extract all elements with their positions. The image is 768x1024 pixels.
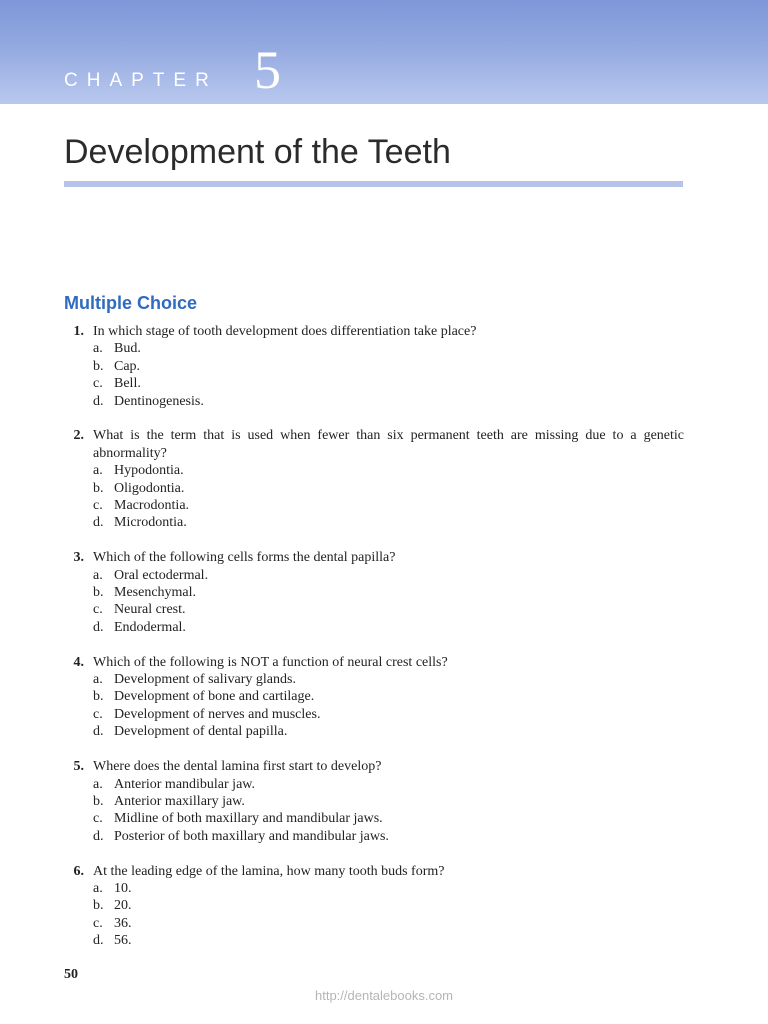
option-letter: d. (93, 515, 104, 531)
chapter-banner (0, 0, 768, 104)
option-letter: b. (93, 480, 104, 496)
answer-option (93, 497, 684, 514)
question-item (64, 323, 684, 410)
option-text: Bud. (114, 341, 141, 357)
question-item (64, 427, 684, 531)
question-text: In which stage of tooth development does differentiation take place? (93, 324, 477, 339)
option-letter: d. (93, 828, 104, 844)
answer-option (93, 514, 684, 531)
question-list (64, 323, 684, 967)
answer-option (93, 619, 684, 636)
option-letter: d. (93, 619, 104, 635)
option-letter: a. (93, 880, 103, 896)
answer-option (93, 358, 684, 375)
answer-option (93, 897, 684, 914)
question-text: Where does the dental lamina first start to develop? (93, 759, 382, 775)
option-text: Cap. (114, 358, 141, 374)
option-letter: a. (93, 341, 103, 357)
option-letter: c. (93, 706, 103, 722)
answer-option (93, 880, 684, 897)
option-text: Oligodontia. (114, 480, 185, 496)
question-text: Which of the following cells forms the dental papilla? (93, 550, 396, 566)
option-letter: a. (93, 776, 103, 792)
option-text: Macrodontia. (114, 498, 190, 514)
option-text: Development of nerves and muscles. (114, 706, 321, 722)
question-number: 1. (73, 324, 84, 339)
option-text: Anterior maxillary jaw. (114, 793, 245, 809)
answer-option (93, 480, 684, 497)
option-text: Posterior of both maxillary and mandibular jaws. (114, 828, 389, 844)
option-letter: a. (93, 672, 103, 688)
question-text: What is the term that is used when fewer than six permanent teeth are missing due to a genetic abnormality? (93, 428, 684, 461)
answer-option (93, 793, 684, 810)
option-text: Midline of both maxillary and mandibular jaws. (114, 811, 383, 827)
answer-option (93, 340, 684, 357)
question-number: 2. (73, 428, 84, 444)
option-letter: c. (93, 602, 103, 618)
answer-option (93, 375, 684, 392)
answer-option (93, 567, 684, 584)
option-letter: b. (93, 585, 104, 601)
option-letter: a. (93, 567, 103, 583)
option-letter: c. (93, 376, 103, 392)
question-number: 6. (73, 863, 84, 879)
title-divider (64, 181, 683, 187)
option-letter: b. (93, 898, 104, 914)
option-letter: c. (93, 498, 103, 514)
answer-option (93, 462, 684, 479)
option-letter: b. (93, 793, 104, 809)
option-letter: c. (93, 811, 103, 827)
option-text: Neural crest. (114, 602, 186, 618)
section-heading: Multiple Choice (64, 293, 198, 313)
option-text: Development of bone and cartilage. (114, 689, 315, 705)
option-letter: d. (93, 393, 104, 409)
question-number: 5. (73, 759, 84, 775)
answer-option (93, 810, 684, 827)
option-letter: b. (93, 689, 104, 705)
option-text: Bell. (114, 376, 141, 392)
option-letter: b. (93, 358, 104, 374)
source-url[interactable]: http://dentalebooks.com (314, 988, 454, 1003)
chapter-number: 5 (254, 40, 281, 100)
option-text: 36. (114, 915, 132, 931)
answer-option (93, 706, 684, 723)
option-letter: c. (93, 915, 103, 931)
page-title: Development of the Teeth (64, 133, 451, 171)
option-letter: d. (93, 933, 104, 949)
option-text: Mesenchymal. (114, 585, 197, 601)
question-item (64, 758, 684, 845)
question-item (64, 863, 684, 950)
option-text: 10. (114, 880, 132, 896)
answer-option (93, 601, 684, 618)
option-text: Development of dental papilla. (114, 724, 288, 740)
option-text: Endodermal. (114, 619, 186, 635)
answer-option (93, 723, 684, 740)
answer-option (93, 828, 684, 845)
chapter-label: CHAPTER (64, 70, 218, 91)
option-text: 56. (114, 933, 132, 949)
answer-option (93, 393, 684, 410)
question-number: 4. (73, 654, 84, 670)
option-text: Anterior mandibular jaw. (114, 776, 255, 792)
question-number: 3. (73, 550, 84, 566)
page-number: 50 (64, 967, 78, 982)
answer-option (93, 671, 684, 688)
option-text: Dentinogenesis. (114, 393, 204, 409)
option-text: Microdontia. (114, 515, 187, 531)
question-text: Which of the following is NOT a function of neural crest cells? (93, 654, 448, 670)
answer-option (93, 688, 684, 705)
answer-option (93, 584, 684, 601)
question-item (64, 549, 684, 636)
option-text: 20. (114, 898, 132, 914)
option-text: Oral ectodermal. (114, 567, 209, 583)
option-text: Development of salivary glands. (114, 672, 296, 688)
answer-option (93, 915, 684, 932)
option-letter: a. (93, 463, 103, 479)
question-text: At the leading edge of the lamina, how many tooth buds form? (93, 863, 445, 879)
answer-option (93, 932, 684, 949)
answer-option (93, 776, 684, 793)
option-letter: d. (93, 724, 104, 740)
question-item (64, 654, 684, 741)
option-text: Hypodontia. (114, 463, 184, 479)
